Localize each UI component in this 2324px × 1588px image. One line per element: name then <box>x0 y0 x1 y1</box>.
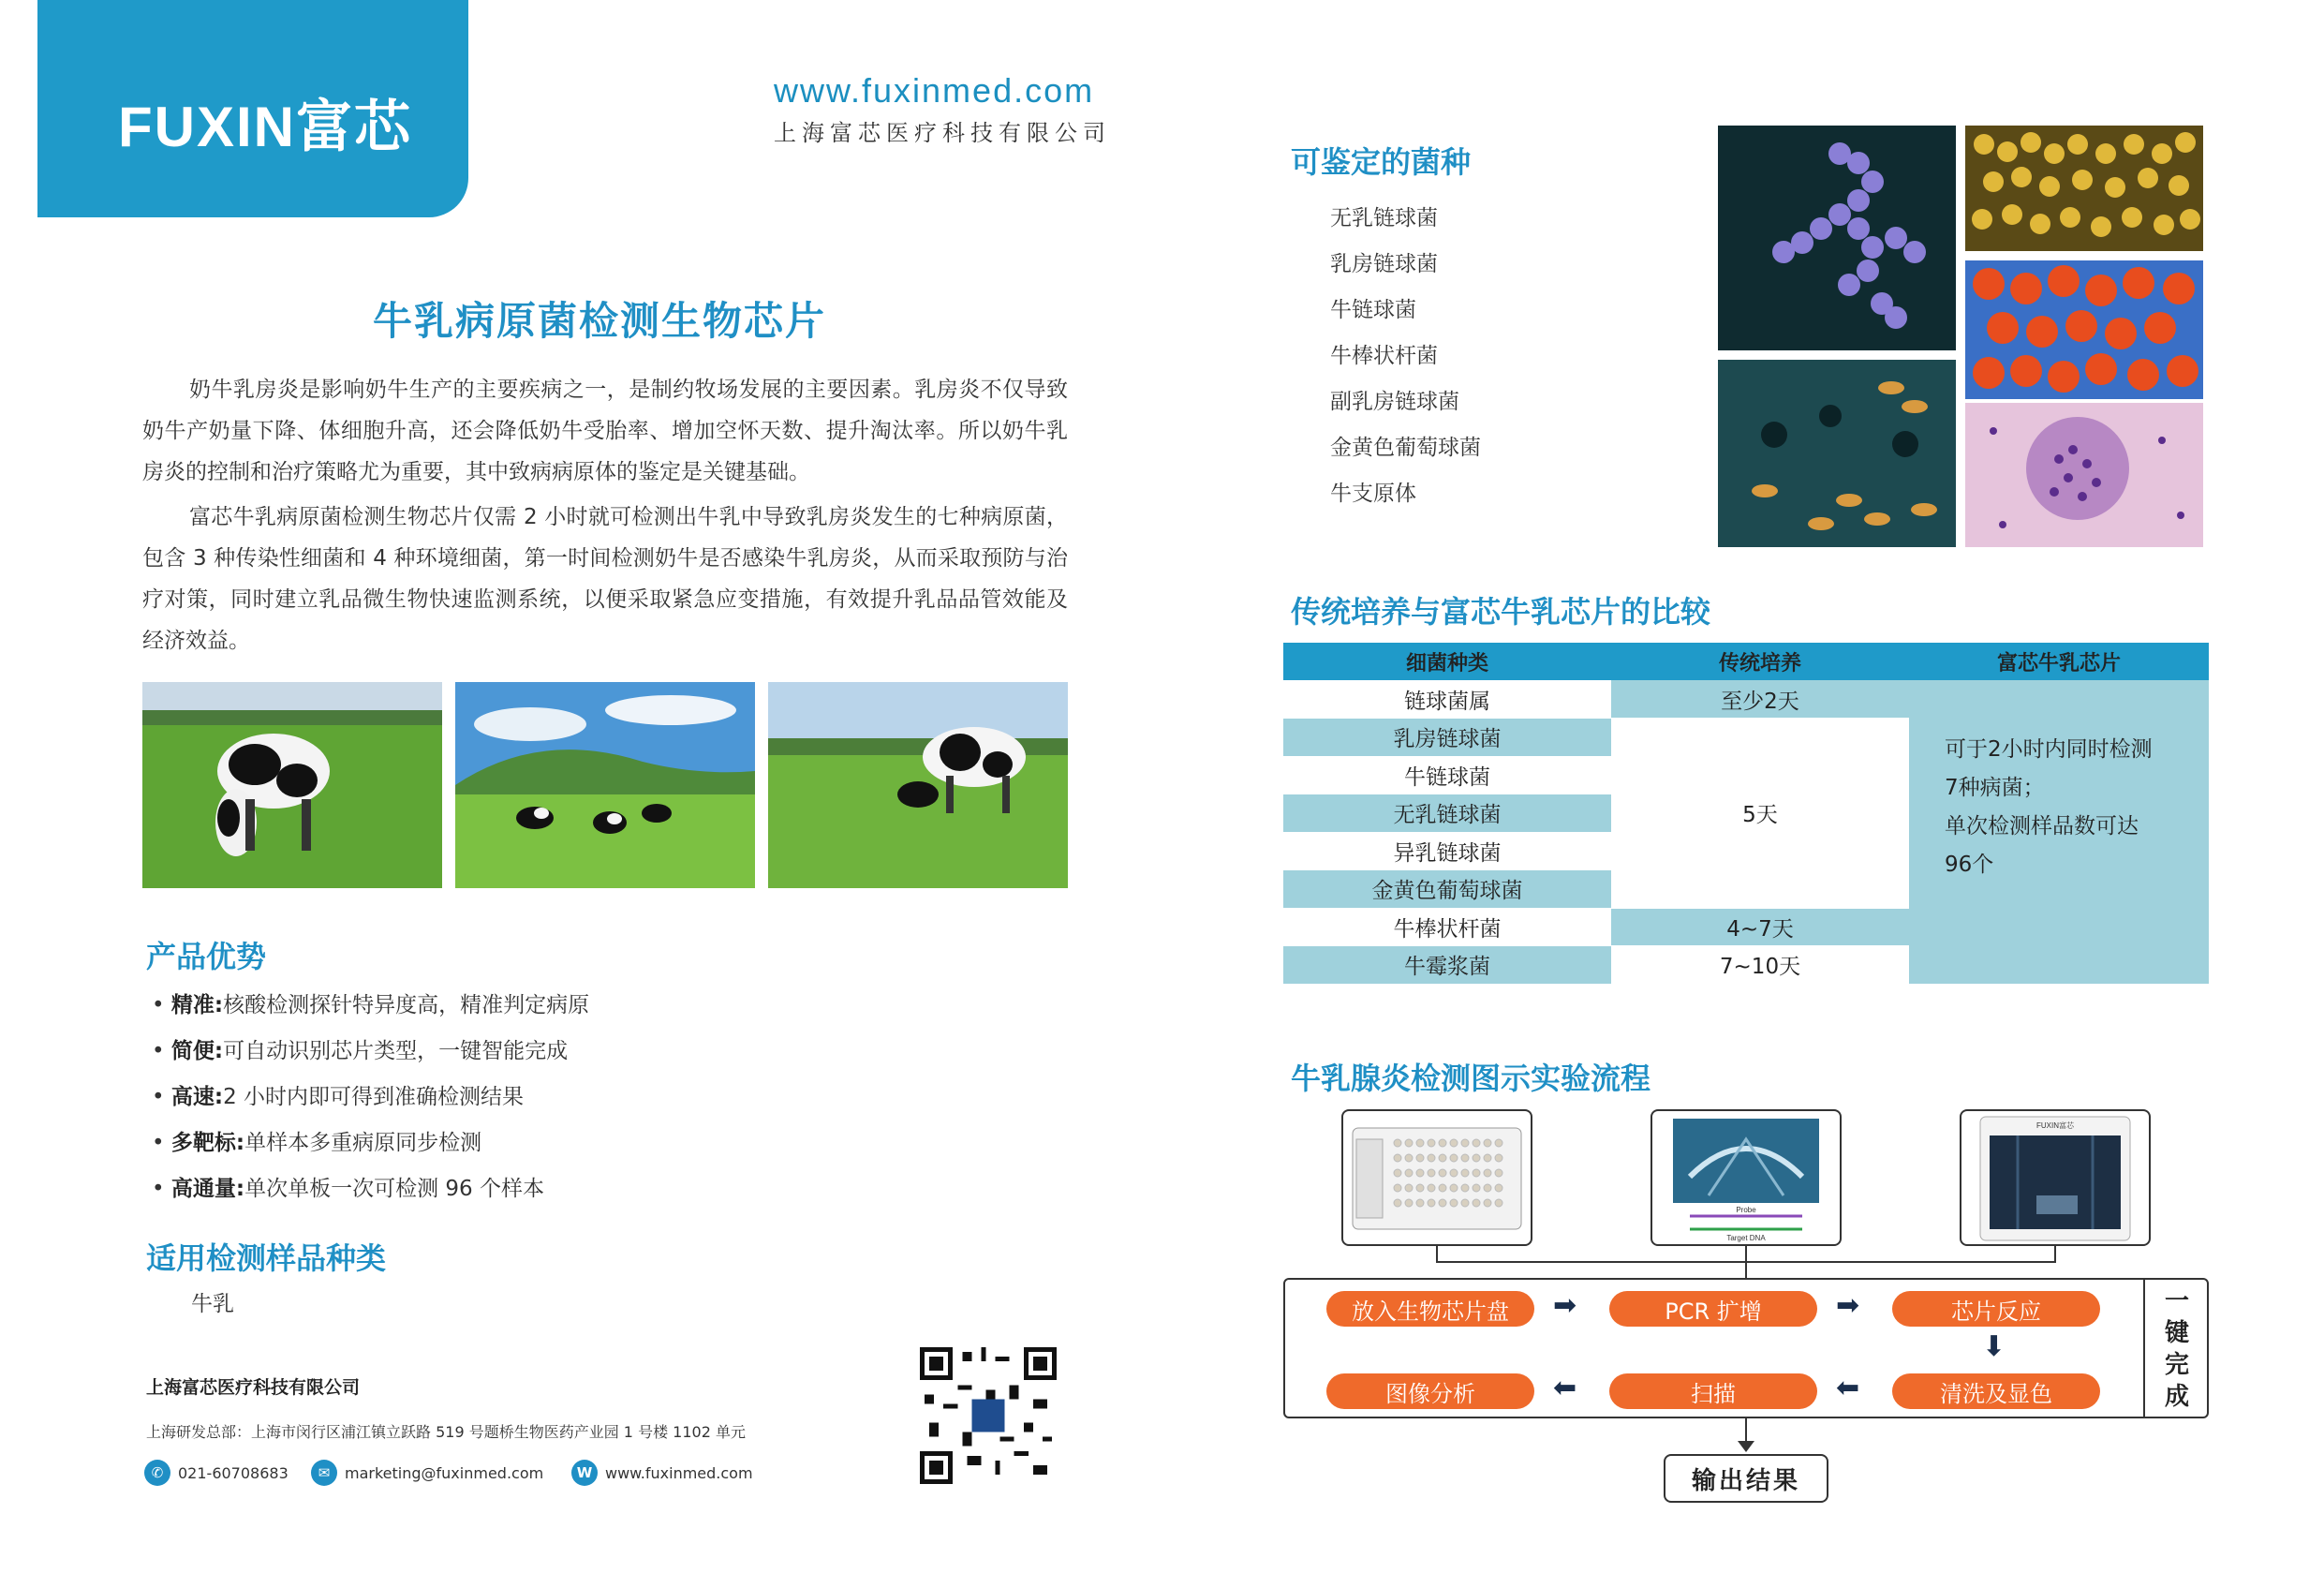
cow-photo <box>142 682 442 888</box>
cow-photo <box>455 682 755 888</box>
chip-plate-image <box>1341 1109 1532 1246</box>
probe-label: Probe <box>1736 1206 1756 1214</box>
species-title: 可鉴定的菌种 <box>1291 144 1472 180</box>
microscopy-image <box>1718 360 1956 547</box>
table-cell: 5天 <box>1611 719 1909 909</box>
species-item: 金黄色葡萄球菌 <box>1330 436 1481 460</box>
species-item: 牛链球菌 <box>1330 298 1416 322</box>
microscopy-image <box>1965 260 2203 399</box>
contact-website[interactable]: W www.fuxinmed.com <box>571 1460 753 1486</box>
workflow-step: 清洗及显色 <box>1892 1373 2100 1409</box>
arrow-left-icon: ⬅ <box>1553 1372 1577 1404</box>
page-title: 牛乳病原菌检测生物芯片 <box>373 298 827 344</box>
table-header: 富芯牛乳芯片 <box>1909 643 2209 680</box>
table-header: 传统培养 <box>1611 643 1909 680</box>
workflow-step: 扫描 <box>1609 1373 1817 1409</box>
table-cell: 牛链球菌 <box>1283 756 1611 794</box>
intro-paragraph: 富芯牛乳病原菌检测生物芯片仅需 2 小时就可检测出牛乳中导致乳房炎发生的七种病原菌，包含 3 种传染性细菌和 4 种环境细菌，第一时间检测奶牛是否感染牛乳房炎，从而采取预防与治疗对策，同时建立乳品微生物快速监测系统，以便采取紧急应变措施，有效提升乳品品管效能及经济效益。 <box>142 505 1068 653</box>
species-item: 牛棒状杆菌 <box>1330 344 1438 368</box>
workflow-step: 图像分析 <box>1326 1373 1534 1409</box>
advantage-item: • 简便:可自动识别芯片类型，一键智能完成 <box>152 1039 569 1063</box>
web-icon: W <box>571 1460 598 1486</box>
brand-logo: FUXIN富芯 <box>118 96 412 158</box>
table-cell: 金黄色葡萄球菌 <box>1283 870 1611 909</box>
footer-address: 上海研发总部：上海市闵行区浦江镇立跃路 519 号题桥生物医药产业园 1 号楼 1102 单元 <box>146 1423 746 1441</box>
sample-type: 牛乳 <box>191 1292 234 1316</box>
workflow-title: 牛乳腺炎检测图示实验流程 <box>1291 1061 1651 1096</box>
table-header-row <box>1283 643 2209 680</box>
output-result: 输出结果 <box>1664 1454 1828 1503</box>
instrument-image <box>1960 1109 2151 1246</box>
intro-paragraph: 奶牛乳房炎是影响奶牛生产的主要疾病之一，是制约牧场发展的主要因素。乳房炎不仅导致奶牛产奶量下降、体细胞升高，还会降低奶牛受胎率、增加空怀天数、提升淘汰率。所以奶牛乳房炎的控制和治疗策略尤为重要，其中致病病原体的鉴定是关键基础。 <box>142 378 1068 484</box>
advantages-title: 产品优势 <box>146 939 267 974</box>
arrow-down-icon <box>1738 1441 1754 1452</box>
sample-types-title: 适用检测样品种类 <box>146 1240 387 1276</box>
advantage-item: • 高速:2 小时内即可得到准确检测结果 <box>152 1085 525 1109</box>
advantage-item: • 多靶标:单样本多重病原同步检测 <box>152 1131 482 1155</box>
workflow-step: 放入生物芯片盘 <box>1326 1291 1534 1327</box>
arrow-left-icon: ⬅ <box>1836 1372 1860 1404</box>
advantage-item: • 精准:核酸检测探针特异度高，精准判定病原 <box>152 993 590 1017</box>
chip-note: 可于2小时内同时检测 7种病菌； 单次检测样品数可达 96个 <box>1909 680 2209 984</box>
table-cell: 牛霉浆菌 <box>1283 946 1611 985</box>
footer-company: 上海富芯医疗科技有限公司 <box>146 1377 361 1398</box>
species-item: 牛支原体 <box>1330 482 1416 506</box>
microscopy-image <box>1965 126 2203 251</box>
table-cell: 乳房链球菌 <box>1283 719 1611 757</box>
arrow-right-icon: ➡ <box>1553 1289 1577 1322</box>
workflow-step: 芯片反应 <box>1892 1291 2100 1327</box>
qr-code[interactable] <box>920 1347 1057 1484</box>
advantage-item: • 高通量:单次单板一次可检测 96 个样本 <box>152 1177 544 1201</box>
website-url[interactable]: www.fuxinmed.com <box>774 71 1095 110</box>
email-icon: ✉ <box>311 1460 337 1486</box>
table-cell: 牛棒状杆菌 <box>1283 908 1611 946</box>
microscopy-image <box>1718 126 1956 350</box>
table-cell: 链球菌属 <box>1283 680 1611 719</box>
workflow-divider <box>2143 1278 2145 1418</box>
table-header: 细菌种类 <box>1283 643 1611 680</box>
table-row <box>1283 680 2209 719</box>
species-item: 副乳房链球菌 <box>1330 390 1459 414</box>
one-click-label: 一键完成 <box>2164 1287 2189 1411</box>
contact-phone[interactable]: ✆ 021-60708683 <box>144 1460 289 1486</box>
table-cell: 7~10天 <box>1611 946 1909 985</box>
arrow-down-icon: ⬇ <box>1982 1330 2006 1363</box>
pcr-diagram-image <box>1650 1109 1842 1246</box>
instrument-brand: FUXIN富芯 <box>2036 1121 2074 1130</box>
workflow-step: PCR 扩增 <box>1609 1291 1817 1327</box>
contact-email[interactable]: ✉ marketing@fuxinmed.com <box>311 1460 543 1486</box>
company-name: 上海富芯医疗科技有限公司 <box>774 120 1111 146</box>
phone-icon: ✆ <box>144 1460 170 1486</box>
microscopy-image <box>1965 403 2203 547</box>
table-cell: 无乳链球菌 <box>1283 794 1611 833</box>
cow-photo <box>768 682 1068 888</box>
arrow-right-icon: ➡ <box>1836 1289 1860 1322</box>
comparison-table <box>1283 643 2209 985</box>
table-cell: 至少2天 <box>1611 680 1909 719</box>
connector-line <box>1745 1261 1747 1278</box>
comparison-title: 传统培养与富芯牛乳芯片的比较 <box>1291 594 1711 630</box>
table-cell: 4~7天 <box>1611 908 1909 946</box>
species-item: 乳房链球菌 <box>1330 252 1438 276</box>
table-cell: 异乳链球菌 <box>1283 832 1611 870</box>
species-item: 无乳链球菌 <box>1330 206 1438 230</box>
target-dna-label: Target DNA <box>1726 1234 1766 1242</box>
